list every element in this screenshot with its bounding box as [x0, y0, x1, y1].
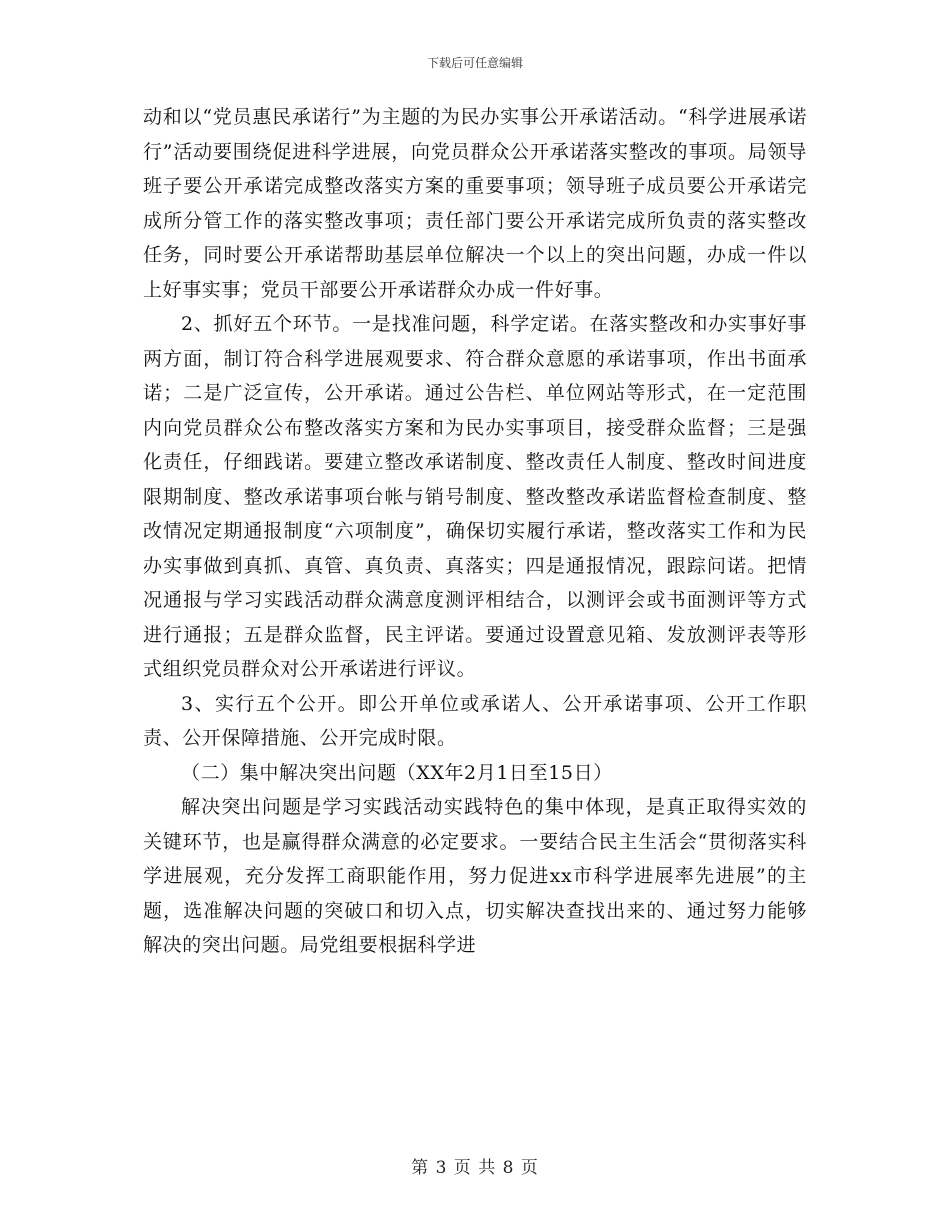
page-number: [0, 1153, 950, 1178]
document-body: [143, 100, 807, 963]
paragraph-solve-problems: 解决突出问题是学习实践活动实践特色的集中体现，是真正取得实效的关键环节，也是赢得群众满意的必定要求。一要结合民主生活会“贯彻落实科学进展观，充分发挥工商职能作用，努力促进xx市科学进展率先进展”的主题，选准解决问题的突破口和切入点，切实解决查找出来的、通过努力能够解决的突出问题。局党组要根据科学进: [143, 796, 807, 956]
paragraph-continuation: 动和以“党员惠民承诺行”为主题的为民办实事公开承诺活动。“科学进展承诺行”活动要围绕促进科学进展，向党员群众公开承诺落实整改的事项。局领导班子要公开承诺完成整改落实方案的重要事项；领导班子成员要公开承诺完成所分管工作的落实整改事项；责任部门要公开承诺完成所负责的落实整改任务，同时要公开承诺帮助基层单位解决一个以上的突出问题，办成一件以上好事实事；党员干部要公开承诺群众办成一件好事。: [143, 106, 807, 301]
page-number-label: 第 3 页 共 8 页: [411, 1158, 539, 1178]
section-heading: （二）集中解决突出问题（XX年2月1日至15日）: [181, 761, 613, 784]
paragraph-five-publics: 3、实行五个公开。即公开单位或承诺人、公开承诺事项、公开工作职责、公开保障措施、公开完成时限。: [143, 692, 807, 749]
page-header-note: 下载后可任意编辑: [426, 56, 523, 70]
paragraph-five-links: 2、抓好五个环节。一是找准问题，科学定诺。在落实整改和办实事好事两方面，制订符合科学进展观要求、符合群众意愿的承诺事项，作出书面承诺；二是广泛宣传，公开承诺。通过公告栏、单位网站等形式，在一定范围内向党员群众公布整改落实方案和为民办实事项目，接受群众监督；三是强化责任，仔细践诺。要建立整改承诺制度、整改责任人制度、整改时间进度限期制度、整改承诺事项台帐与销号制度、整改整改承诺监督检查制度、整改情况定期通报制度“六项制度”，确保切实履行承诺，整改落实工作和为民办实事做到真抓、真管、真负责、真落实；四是通报情况，跟踪问诺。把情况通报与学习实践活动群众满意度测评相结合，以测评会或书面测评等方式进行通报；五是群众监督，民主评诺。要通过设置意见箱、发放测评表等形式组织党员群众对公开承诺进行评议。: [143, 313, 807, 680]
